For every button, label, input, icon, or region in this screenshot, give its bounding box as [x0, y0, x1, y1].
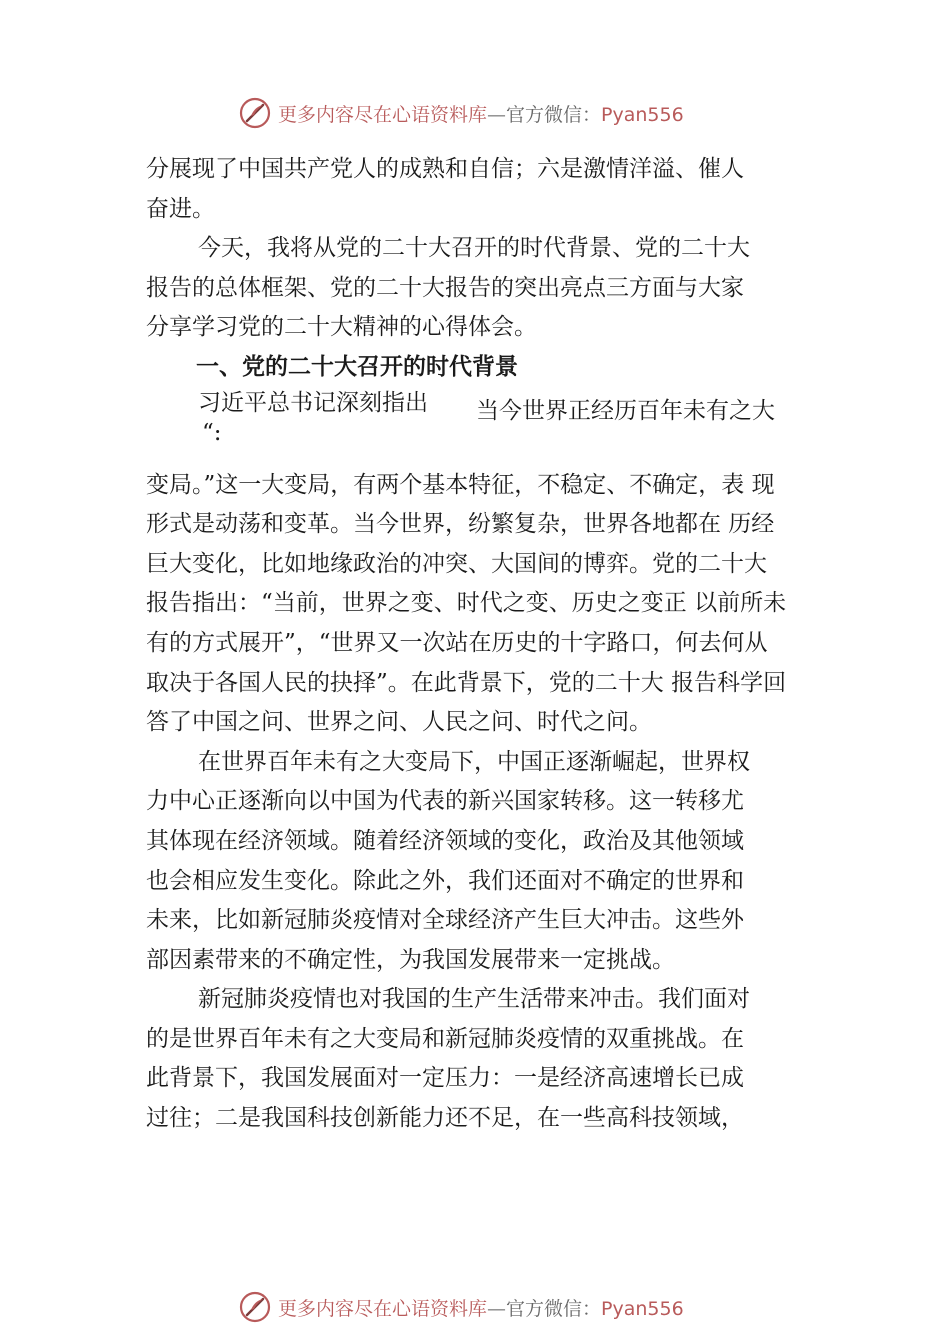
text-line: 过往；二是我国科技创新能力还不足，在一些高科技领域，: [146, 1105, 744, 1132]
text-line: 新冠肺炎疫情也对我国的生产生活带来冲击。我们面对: [198, 986, 750, 1013]
quote-intro-text: 习近平总书记深刻指出: [198, 389, 428, 416]
watermark-separator: —: [487, 1297, 507, 1320]
text-line: 力中心正逐渐向以中国为代表的新兴国家转移。这一转移尤: [146, 788, 744, 815]
text-line: 今天，我将从党的二十大召开的时代背景、党的二十大: [198, 235, 750, 262]
text-line: 巨大变化，比如地缘政治的冲突、大国间的博弈。党的二十大: [146, 550, 767, 577]
quote-intro-mark: “:: [202, 419, 222, 446]
document-body: [146, 150, 836, 1139]
text-line: 部因素带来的不确定性，为我国发展带来一定挑战。: [146, 946, 675, 973]
text-line: 形式是动荡和变革。当今世界，纷繁复杂，世界各地都在 历经: [146, 511, 775, 538]
text-line: 分享学习党的二十大精神的心得体会。: [146, 314, 537, 341]
watermark-text: [278, 100, 684, 127]
text-line: 奋进。: [146, 195, 215, 222]
watermark-wechat-label: 官方微信：: [506, 1297, 602, 1320]
watermark-text: [278, 1294, 684, 1321]
quote-intro-row: [146, 388, 836, 466]
text-line: 报告的总体框架、党的二十大报告的突出亮点三方面与大家: [146, 274, 744, 301]
text-line: 未来，比如新冠肺炎疫情对全球经济产生巨大冲击。这些外: [146, 907, 744, 934]
watermark-brand: 更多内容尽在心语资料库: [278, 103, 488, 126]
watermark-separator: —: [487, 103, 507, 126]
text-line: 变局。”这一大变局，有两个基本特征，不稳定、不确定，表 现: [146, 471, 775, 498]
text-line: 的是世界百年未有之大变局和新冠肺炎疫情的双重挑战。在: [146, 1025, 744, 1052]
watermark-wechat-id: Pyan556: [601, 1297, 684, 1320]
section-heading: 一、党的二十大召开的时代背景: [196, 353, 518, 380]
quote-intro-right: 当今世界正经历百年未有之大: [476, 397, 775, 424]
quote-intro-left: [198, 388, 428, 448]
watermark-wechat-id: Pyan556: [601, 103, 684, 126]
paragraph-block-after: [146, 466, 836, 1139]
text-line: 有的方式展开”，“世界又一次站在历史的十字路口，何去何从: [146, 629, 768, 656]
header-watermark: [238, 96, 758, 130]
text-line: 报告指出：“当前，世界之变、时代之变、历史之变正 以前所未: [146, 590, 787, 617]
quill-pen-circle-icon: [238, 96, 272, 130]
text-line: 也会相应发生变化。除此之外，我们还面对不确定的世界和: [146, 867, 744, 894]
watermark-brand: 更多内容尽在心语资料库: [278, 1297, 488, 1320]
text-line: 取决于各国人民的抉择”。在此背景下，党的二十大 报告科学回: [146, 669, 787, 696]
text-line: 在世界百年未有之大变局下，中国正逐渐崛起，世界权: [198, 748, 750, 775]
quill-pen-circle-icon: [238, 1290, 272, 1324]
text-line: 分展现了中国共产党人的成熟和自信；六是激情洋溢、催人: [146, 156, 744, 182]
footer-watermark: [238, 1290, 758, 1324]
text-line: 此背景下，我国发展面对一定压力：一是经济高速增长已成: [146, 1065, 744, 1092]
text-line: 其体现在经济领域。随着经济领域的变化，政治及其他领域: [146, 827, 744, 854]
text-line: 答了中国之问、世界之问、人民之问、时代之问。: [146, 709, 652, 736]
paragraph-block-before: [146, 150, 836, 348]
watermark-wechat-label: 官方微信：: [506, 103, 602, 126]
